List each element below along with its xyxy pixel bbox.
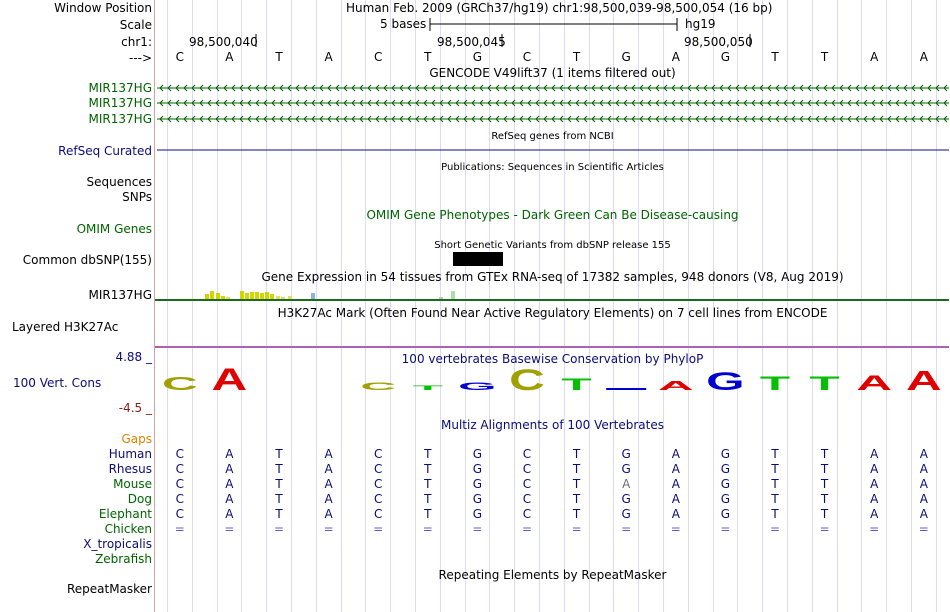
multiz-base: A: [324, 462, 333, 476]
phylop-logo-letter: A: [211, 362, 248, 397]
multiz-base: T: [275, 447, 283, 461]
multiz-base: A: [919, 477, 928, 491]
gtex-bar: [270, 294, 274, 299]
base-letter: A: [919, 50, 928, 64]
gtex-bar: [245, 293, 249, 299]
base-letter: T: [820, 50, 829, 64]
chrom-label: chr1:: [121, 35, 152, 49]
gtex-bar: [205, 294, 209, 299]
multiz-base: T: [424, 462, 432, 476]
multiz-base: =: [174, 522, 185, 536]
base-letter: A: [671, 50, 680, 64]
multiz-base: T: [771, 462, 779, 476]
multiz-base: T: [820, 462, 829, 476]
multiz-base: T: [820, 447, 829, 461]
window-position-value: Human Feb. 2009 (GRCh37/hg19) chr1:98,500,039-98,500,054 (16 bp): [346, 1, 773, 15]
multiz-species-label[interactable]: Elephant: [98, 507, 152, 521]
phylop-logo-letter: C: [161, 373, 198, 394]
ruler-tick-label: 98,500,050: [684, 35, 753, 49]
base-letter: G: [472, 50, 483, 64]
multiz-base: =: [323, 522, 334, 536]
multiz-base: T: [820, 477, 829, 491]
multiz-base: T: [275, 492, 283, 506]
base-letter: C: [175, 50, 184, 64]
gtex-bar: [276, 296, 280, 299]
multiz-base: T: [771, 447, 779, 461]
multiz-base: T: [275, 507, 283, 521]
multiz-base: =: [670, 522, 681, 536]
multiz-base: T: [572, 477, 581, 491]
h3k27ac-track-label[interactable]: Layered H3K27Ac: [12, 320, 119, 334]
multiz-base: =: [819, 522, 830, 536]
gtex-bar: [240, 291, 244, 299]
phylop-logo-letter: A: [856, 371, 893, 396]
multiz-base: C: [175, 477, 184, 491]
multiz-base: C: [175, 447, 184, 461]
multiz-base: G: [621, 447, 631, 461]
ruler-tick-label: 98,500,045: [437, 35, 506, 49]
refseq-track-label[interactable]: RefSeq Curated: [58, 144, 152, 158]
phylop-logo-bar: [606, 388, 646, 390]
repeatmasker-track-label[interactable]: RepeatMasker: [66, 582, 152, 596]
multiz-base: A: [919, 507, 928, 521]
multiz-base: =: [472, 522, 483, 536]
multiz-base: C: [175, 492, 184, 506]
multiz-base: T: [424, 447, 432, 461]
multiz-species-label[interactable]: Chicken: [104, 522, 152, 536]
phylop-logo-letter: G: [458, 379, 497, 393]
multiz-base: C: [373, 507, 383, 521]
base-letter: A: [870, 50, 879, 64]
multiz-base: C: [522, 507, 532, 521]
multiz-base: T: [424, 477, 432, 491]
multiz-base: A: [870, 462, 879, 476]
multiz-base: G: [720, 462, 731, 476]
scale-value: 5 bases: [380, 17, 427, 31]
multiz-base: G: [621, 492, 631, 506]
phylop-logo-letter: T: [412, 384, 443, 392]
base-letter: T: [771, 50, 779, 64]
phylop-logo-letter: G: [706, 368, 745, 396]
dbsnp-track-title: Short Genetic Variants from dbSNP release 155: [434, 240, 671, 251]
multiz-base: =: [720, 522, 731, 536]
multiz-base: A: [622, 477, 631, 491]
multiz-base: =: [373, 522, 384, 536]
multiz-base: T: [771, 477, 779, 491]
multiz-track-title: Multiz Alignments of 100 Vertebrates: [440, 418, 665, 432]
multiz-base: C: [522, 492, 532, 506]
base-letter: A: [324, 50, 333, 64]
omim-track-title: OMIM Gene Phenotypes - Dark Green Can Be Disease-causing: [366, 208, 739, 222]
multiz-base: G: [621, 462, 631, 476]
ruler-tick-label: 98,500,040: [189, 35, 258, 49]
multiz-base: C: [175, 507, 184, 521]
multiz-base: G: [720, 447, 731, 461]
base-letter: T: [275, 50, 283, 64]
multiz-base: G: [720, 492, 731, 506]
multiz-base: A: [671, 507, 680, 521]
strand-label: --->: [128, 51, 152, 65]
phylop-logo-letter: C: [360, 379, 397, 393]
phylop-min-label: -4.5 _: [118, 401, 152, 415]
multiz-base: C: [175, 462, 184, 476]
multiz-base: A: [225, 507, 234, 521]
multiz-base: A: [324, 492, 333, 506]
gtex-bar: [221, 296, 225, 299]
dbsnp-track-label[interactable]: Common dbSNP(155): [22, 253, 152, 267]
assembly-label: hg19: [685, 17, 716, 31]
multiz-base: T: [275, 462, 283, 476]
gencode-track-label[interactable]: MIR137HG: [88, 112, 152, 126]
multiz-base: A: [225, 462, 234, 476]
base-letter: G: [720, 50, 731, 64]
publications-sequences-label[interactable]: Sequences: [86, 175, 152, 189]
multiz-base: =: [224, 522, 235, 536]
multiz-base: C: [522, 462, 532, 476]
gencode-track-title: GENCODE V49lift37 (1 items filtered out): [429, 66, 676, 80]
multiz-base: A: [225, 477, 234, 491]
multiz-species-label[interactable]: Rhesus: [108, 462, 152, 476]
multiz-base: =: [869, 522, 880, 536]
window-position-label: Window Position: [54, 1, 152, 15]
phylop-logo-letter: C: [509, 363, 545, 397]
gtex-track-title: Gene Expression in 54 tissues from GTEx RNA-seq of 17382 samples, 948 donors (V8, Aug 2019): [261, 270, 844, 284]
phylop-logo-letter: T: [809, 372, 840, 395]
gtex-bar: [216, 293, 220, 299]
phylop-logo-letter: A: [657, 378, 694, 393]
multiz-base: C: [373, 447, 383, 461]
scale-label: Scale: [119, 18, 152, 32]
multiz-base: T: [572, 507, 581, 521]
multiz-base: G: [472, 492, 483, 506]
gtex-bar: [288, 296, 292, 299]
base-letter: T: [424, 50, 432, 64]
phylop-track-title: 100 vertebrates Basewise Conservation by PhyloP: [401, 352, 704, 366]
multiz-base: T: [572, 492, 581, 506]
multiz-base: T: [771, 492, 779, 506]
phylop-logo-letter: T: [561, 375, 592, 394]
omim-track-label[interactable]: OMIM Genes: [76, 222, 152, 236]
multiz-base: A: [225, 492, 234, 506]
multiz-base: =: [621, 522, 632, 536]
multiz-base: A: [225, 447, 234, 461]
multiz-base: C: [373, 477, 383, 491]
multiz-base: A: [671, 462, 680, 476]
multiz-base: T: [820, 507, 829, 521]
multiz-base: G: [720, 477, 731, 491]
gtex-bar: [311, 293, 315, 299]
multiz-base: A: [870, 447, 879, 461]
base-letter: C: [522, 50, 532, 64]
multiz-base: A: [324, 477, 333, 491]
multiz-species-label[interactable]: X_tropicalis: [83, 537, 152, 551]
snp-variant-block: [453, 252, 503, 266]
gtex-bar: [281, 297, 285, 299]
multiz-base: A: [324, 507, 333, 521]
phylop-track-label[interactable]: 100 Vert. Cons: [13, 376, 102, 390]
multiz-base: A: [919, 462, 928, 476]
base-letter: T: [572, 50, 581, 64]
gtex-bar: [255, 292, 259, 299]
multiz-base: A: [671, 492, 680, 506]
gencode-track-label[interactable]: MIR137HG: [88, 96, 152, 110]
publications-snps-label[interactable]: SNPs: [122, 190, 152, 204]
multiz-base: A: [919, 447, 928, 461]
multiz-base: =: [918, 522, 929, 536]
multiz-base: A: [919, 492, 928, 506]
gtex-bar: [250, 292, 254, 299]
multiz-base: C: [522, 477, 532, 491]
multiz-base: =: [273, 522, 285, 536]
repeatmasker-track-title: Repeating Elements by RepeatMasker: [438, 568, 667, 582]
gtex-bar: [260, 293, 264, 299]
gtex-bar: [265, 292, 269, 299]
multiz-base: G: [472, 447, 483, 461]
gencode-track-label[interactable]: MIR137HG: [88, 81, 152, 95]
gtex-bar: [451, 291, 455, 299]
multiz-base: C: [522, 447, 532, 461]
multiz-base: C: [373, 462, 383, 476]
multiz-base: T: [572, 447, 581, 461]
multiz-base: A: [870, 507, 879, 521]
phylop-logo-letter: A: [905, 364, 942, 397]
multiz-base: G: [472, 462, 483, 476]
gtex-bar: [226, 297, 230, 299]
multiz-base: C: [373, 492, 383, 506]
multiz-base: T: [424, 507, 432, 521]
multiz-base: T: [572, 462, 581, 476]
base-letter: A: [225, 50, 234, 64]
multiz-base: A: [671, 477, 680, 491]
multiz-species-label[interactable]: Dog: [127, 492, 152, 506]
multiz-base: A: [671, 447, 680, 461]
multiz-base: G: [720, 507, 731, 521]
multiz-species-label[interactable]: Mouse: [113, 477, 152, 491]
multiz-base: T: [771, 507, 779, 521]
multiz-gaps-label: Gaps: [121, 432, 152, 446]
gtex-bar: [439, 297, 443, 299]
multiz-base: G: [621, 507, 631, 521]
multiz-base: T: [424, 492, 432, 506]
phylop-logo-letter: T: [759, 372, 791, 395]
base-letter: C: [373, 50, 383, 64]
multiz-base: T: [820, 492, 829, 506]
gtex-bar: [210, 291, 214, 299]
multiz-base: =: [571, 522, 582, 536]
gtex-track-label[interactable]: MIR137HG: [88, 288, 152, 302]
multiz-base: =: [521, 522, 533, 536]
base-letter: G: [621, 50, 631, 64]
multiz-species-label[interactable]: Zebrafish: [95, 552, 152, 566]
multiz-base: =: [422, 522, 433, 536]
multiz-base: A: [870, 492, 879, 506]
publications-track-title: Publications: Sequences in Scientific Articles: [441, 162, 664, 173]
h3k27ac-track-title: H3K27Ac Mark (Often Found Near Active Regulatory Elements) on 7 cell lines from ENCODE: [277, 306, 828, 320]
multiz-base: A: [870, 477, 879, 491]
phylop-max-label: 4.88 _: [115, 350, 152, 364]
multiz-base: A: [324, 447, 333, 461]
refseq-track-title: RefSeq genes from NCBI: [491, 131, 614, 142]
multiz-base: T: [275, 477, 283, 491]
multiz-base: =: [769, 522, 781, 536]
multiz-base: G: [472, 507, 483, 521]
multiz-base: G: [472, 477, 483, 491]
multiz-species-label[interactable]: Human: [108, 447, 152, 461]
